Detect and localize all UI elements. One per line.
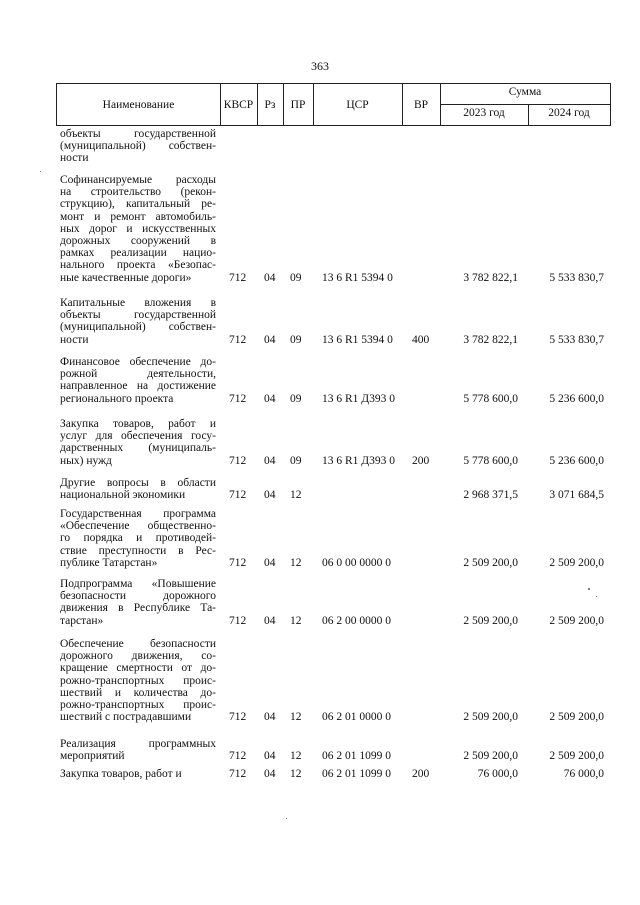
cell-s2023: 5 778 600,0	[463, 392, 518, 405]
scan-speck	[286, 818, 287, 819]
row-name-line: Капитальные вложения в	[60, 297, 216, 309]
cell-s2023: 2 509 200,0	[463, 750, 518, 763]
cell-s2023: 2 968 371,5	[463, 489, 518, 502]
cell-s2024: 5 236 600,0	[549, 392, 604, 405]
row-name-line: кращение смертности от до-	[60, 662, 216, 675]
cell-kvsr: 712	[229, 454, 247, 467]
cell-rz: 04	[264, 768, 276, 780]
cell-pr: 12	[290, 768, 302, 780]
cell-pr: 09	[290, 454, 302, 467]
row-name-line: движения в Республике Та-	[60, 602, 216, 615]
cell-rz: 04	[264, 556, 276, 569]
row-name-line: (муниципальной) собствен-	[60, 321, 216, 334]
row-name-line: рожно-транспортных проис-	[60, 699, 216, 712]
row-name-line: Подпрограмма «Повышение	[60, 578, 216, 590]
cell-csr: 06 0 00 0000 0	[322, 556, 391, 569]
cell-rz: 04	[264, 271, 276, 284]
row-name-line: Государственная программа	[60, 508, 216, 520]
row-name-line: ные качественные дороги»	[60, 271, 192, 284]
header-pr: ПР	[290, 98, 306, 111]
row-name-line: Софинансируемые расходы	[60, 174, 216, 186]
cell-rz: 04	[264, 711, 276, 724]
cell-csr: 06 2 01 0000 0	[322, 711, 391, 724]
cell-s2024: 76 000,0	[563, 768, 604, 780]
header-kvsr: КВСР	[223, 98, 254, 111]
cell-kvsr: 712	[229, 614, 247, 627]
cell-pr: 09	[290, 271, 302, 284]
row-name-line: публике Татарстан»	[60, 556, 158, 569]
cell-pr: 09	[290, 392, 302, 405]
cell-s2023: 76 000,0	[477, 768, 518, 780]
row-name-line: го порядка и противодей-	[60, 532, 216, 545]
header-csr: ЦСР	[346, 98, 369, 111]
cell-pr: 12	[290, 556, 302, 569]
row-name-line: Другие вопросы в области	[60, 477, 216, 489]
row-name	[60, 477, 216, 501]
cell-s2024: 5 533 830,7	[549, 333, 604, 346]
row-name-line: (муниципальной) собствен-	[60, 140, 216, 153]
row-name-line: направленное на достижение	[60, 380, 216, 393]
cell-csr: 13 6 R1 5394 0	[322, 333, 393, 346]
row-name-line: объекты государственной	[60, 309, 216, 322]
scan-speck	[588, 588, 590, 590]
row-name-line: объекты государственной	[60, 128, 216, 140]
header-rz: Рз	[264, 98, 276, 111]
cell-kvsr: 712	[229, 271, 247, 284]
cell-s2024: 5 236 600,0	[549, 454, 604, 467]
cell-csr: 13 6 R1 Д393 0	[322, 454, 396, 467]
row-name-line: Обеспечение безопасности	[60, 638, 216, 650]
row-name-line: Закупка товаров, работ и	[60, 768, 182, 780]
cell-kvsr: 712	[229, 750, 247, 763]
row-name-line: ствие преступности в Рес-	[60, 544, 216, 557]
row-name	[60, 508, 216, 569]
cell-pr: 09	[290, 333, 302, 346]
cell-s2023: 2 509 200,0	[463, 711, 518, 724]
cell-rz: 04	[264, 750, 276, 763]
cell-s2023: 3 782 822,1	[463, 333, 518, 346]
cell-kvsr: 712	[229, 711, 247, 724]
cell-rz: 04	[264, 454, 276, 467]
cell-s2024: 2 509 200,0	[549, 750, 604, 763]
row-name-line: Финансовое обеспечение до-	[60, 356, 216, 368]
row-name-line: рамках реализации нацио-	[60, 247, 216, 260]
header-name: Наименование	[102, 98, 175, 111]
cell-vr: 400	[412, 333, 430, 346]
row-name	[60, 297, 216, 346]
cell-s2023: 2 509 200,0	[463, 556, 518, 569]
cell-kvsr: 712	[229, 556, 247, 569]
header-sum: Сумма	[508, 86, 542, 98]
row-name	[60, 418, 216, 467]
row-name	[60, 738, 216, 762]
row-name-line: рожной деятельности,	[60, 368, 216, 381]
cell-s2024: 3 071 684,5	[549, 489, 604, 502]
header-year-2023: 2023 год	[463, 107, 505, 119]
row-name-line: ности	[60, 152, 89, 165]
cell-kvsr: 712	[229, 489, 247, 502]
cell-pr: 12	[290, 711, 302, 724]
row-name-line: ных) нужд	[60, 454, 112, 467]
cell-kvsr: 712	[229, 392, 247, 405]
cell-s2023: 2 509 200,0	[463, 614, 518, 627]
scan-speck	[40, 171, 41, 172]
row-name-line: «Обеспечение общественно-	[60, 520, 216, 533]
row-name-line: услуг для обеспечения госу-	[60, 430, 216, 443]
scan-speck	[596, 596, 597, 597]
cell-vr: 200	[412, 768, 430, 780]
cell-rz: 04	[264, 614, 276, 627]
cell-s2024: 5 533 830,7	[549, 271, 604, 284]
cell-pr: 12	[290, 489, 302, 502]
row-name-line: национальной экономики	[60, 489, 186, 502]
row-name	[60, 356, 216, 405]
row-name-line: дорожного движения, со-	[60, 650, 216, 663]
cell-s2024: 2 509 200,0	[549, 614, 604, 627]
cell-s2024: 2 509 200,0	[549, 711, 604, 724]
header-year-2024: 2024 год	[548, 107, 590, 119]
cell-csr: 06 2 01 1099 0	[322, 750, 391, 763]
row-name-line: Реализация программных	[60, 738, 216, 750]
page-number: 363	[311, 59, 329, 73]
row-name-line: шествий с пострадавшими	[60, 711, 192, 724]
row-name-line: шествий и количества до-	[60, 686, 216, 699]
row-name-line: мероприятий	[60, 750, 125, 763]
row-name-line: тарстан»	[60, 614, 104, 627]
table-header	[56, 83, 611, 126]
row-name-line: нального проекта «Безопас-	[60, 259, 216, 272]
row-name-line: ности	[60, 333, 89, 346]
cell-rz: 04	[264, 489, 276, 502]
row-name-line: дорожных сооружений в	[60, 235, 216, 248]
cell-rz: 04	[264, 333, 276, 346]
cell-pr: 12	[290, 614, 302, 627]
row-name	[60, 578, 216, 627]
row-name	[60, 128, 216, 165]
row-name-line: Закупка товаров, работ и	[60, 418, 216, 430]
cell-kvsr: 712	[229, 333, 247, 346]
cell-csr: 13 6 R1 Д393 0	[322, 392, 396, 405]
cell-pr: 12	[290, 750, 302, 763]
cell-csr: 06 2 00 0000 0	[322, 614, 391, 627]
row-name-line: регионального проекта	[60, 392, 174, 405]
cell-s2023: 5 778 600,0	[463, 454, 518, 467]
row-name-line: на строительство (рекон-	[60, 186, 216, 199]
row-name	[60, 638, 216, 723]
row-name	[60, 768, 216, 780]
row-name-line: безопасности дорожного	[60, 590, 216, 603]
cell-kvsr: 712	[229, 768, 247, 780]
header-vr: ВР	[413, 98, 429, 111]
row-name-line: ных дорог и искусственных	[60, 222, 216, 235]
cell-csr: 13 6 R1 5394 0	[322, 271, 393, 284]
cell-s2023: 3 782 822,1	[463, 271, 518, 284]
row-name-line: струкцию), капитальный ре-	[60, 198, 216, 211]
row-name	[60, 174, 216, 284]
cell-vr: 200	[412, 454, 430, 467]
row-name-line: монт и ремонт автомобиль-	[60, 210, 216, 223]
row-name-line: рожно-транспортных проис-	[60, 674, 216, 687]
row-name-line: дарственных (муниципаль-	[60, 442, 216, 455]
cell-rz: 04	[264, 392, 276, 405]
cell-s2024: 2 509 200,0	[549, 556, 604, 569]
cell-csr: 06 2 01 1099 0	[322, 768, 391, 780]
